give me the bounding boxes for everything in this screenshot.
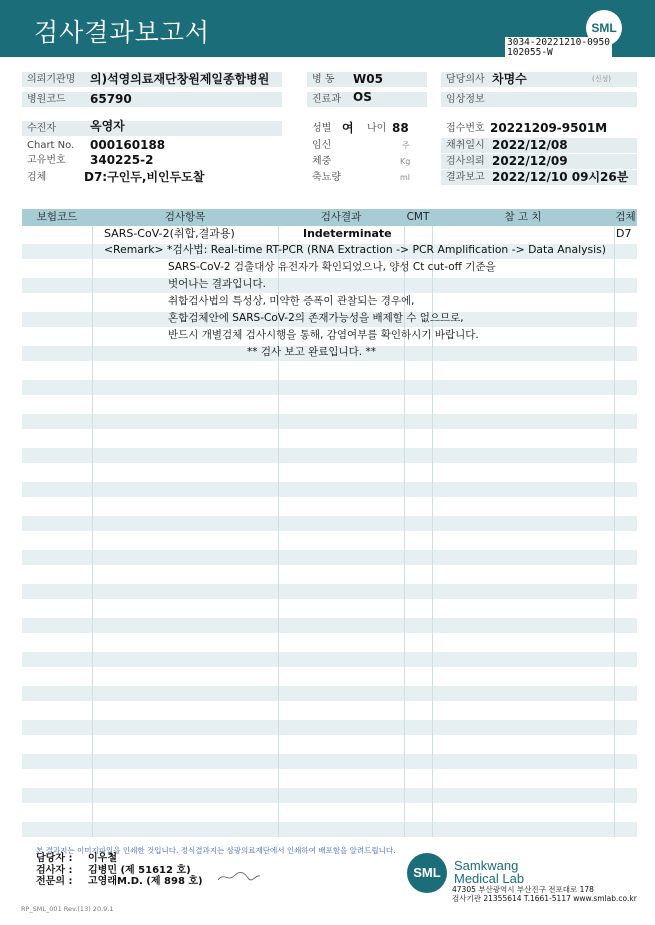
doctor-value: 차명수 — [492, 72, 527, 86]
request-value: 2022/12/09 — [492, 154, 568, 168]
staff-label: 전문의 : — [36, 876, 73, 887]
staff-line — [36, 853, 117, 864]
weight-unit: Kg — [400, 157, 411, 166]
table-stripe — [22, 788, 637, 803]
table-stripe — [22, 380, 637, 395]
col-divider — [92, 226, 93, 837]
test-result: Indeterminate — [303, 227, 392, 240]
staff-label: 검사자 : — [36, 865, 73, 876]
staff-value: 고영래M.D. (제 898 호) — [88, 876, 203, 887]
table-stripe — [22, 618, 637, 633]
chart-label: Chart No. — [27, 140, 75, 151]
col-divider — [614, 226, 615, 837]
pregnancy-label: 임신 — [312, 140, 332, 151]
sex-label: 성별 — [312, 123, 332, 134]
doctor-note: (신성) — [592, 75, 611, 83]
sml-logo: SML — [586, 10, 622, 46]
col-specimen: 검체 — [615, 211, 636, 223]
receipt-value: 20221209-9501M — [490, 121, 608, 135]
report-code — [505, 37, 612, 59]
pregnancy-unit: 주 — [402, 141, 410, 150]
test-item-name: SARS-CoV-2(취합,결과용) — [104, 227, 235, 240]
remark-line: ** 검사 보고 완료입니다. ** — [247, 346, 376, 358]
table-stripe — [22, 414, 637, 429]
report-date-value: 2022/12/10 09시26분 — [492, 170, 629, 184]
table-stripe — [22, 278, 637, 293]
table-stripe — [22, 584, 637, 599]
dept-value: OS — [353, 90, 372, 104]
age-label: 나이 — [367, 123, 387, 134]
hospital-code-value: 65790 — [90, 92, 132, 106]
remark-line: 취합검사법의 특성상, 미약한 증폭이 관찰되는 경우에, — [168, 295, 415, 307]
specimen-value: D7:구인두,비인두도찰 — [84, 170, 205, 184]
brand-line1: Samkwang — [454, 858, 519, 873]
report-code-line1: 3034-20221210-0950 — [507, 37, 610, 48]
table-stripe — [22, 448, 637, 463]
urine-label: 축뇨량 — [312, 172, 341, 183]
urine-unit: ml — [400, 173, 411, 182]
table-stripe — [22, 720, 637, 735]
lab-address: 47305 부산광역시 부산진구 전포대로 178 — [452, 885, 594, 894]
table-stripe — [22, 550, 637, 565]
remark-line: 반드시 개별검체 검사시행을 통해, 감염여부를 확인하시기 바랍니다. — [168, 329, 479, 341]
staff-label: 담당자 : — [36, 853, 73, 864]
weight-label: 체중 — [312, 156, 332, 167]
report-code-line2: 102055-W — [507, 47, 553, 58]
recipient-value: 옥영자 — [90, 119, 125, 133]
recipient-label: 수진자 — [22, 121, 84, 136]
collect-label: 채취일시 — [441, 138, 489, 153]
collect-value: 2022/12/08 — [492, 138, 568, 152]
clinical-info-box — [489, 92, 637, 107]
receipt-label: 접수번호 — [446, 123, 485, 134]
institution-label: 의뢰기관명 — [22, 72, 84, 87]
table-stripe — [22, 686, 637, 701]
clinical-info-label: 임상정보 — [441, 92, 489, 107]
col-result: 검사결과 — [320, 211, 362, 223]
results-table — [22, 209, 637, 837]
request-label: 검사의뢰 — [441, 154, 489, 169]
col-insurance-code: 보험코드 — [36, 211, 78, 223]
remark-line: <Remark> *검사법: Real-time RT-PCR (RNA Extraction -> PCR Amplification -> Data Analysis) — [104, 243, 606, 256]
footer-notice: 본 결과지는 이미지파일을 인쇄한 것입니다. 정식결과지는 삼광의료재단에서 인쇄하여 배포함을 알려드립니다. — [36, 846, 396, 855]
specimen-label: 검체 — [27, 172, 47, 183]
staff-line — [36, 876, 203, 887]
lab-contact: 검사기관 21355614 T.1661-5117 www.smlab.co.kr — [452, 894, 637, 903]
col-cmt: CMT — [406, 211, 430, 223]
table-stripe — [22, 822, 637, 837]
col-test-item: 검사항목 — [164, 211, 206, 223]
table-stripe — [22, 754, 637, 769]
table-stripe — [22, 482, 637, 497]
sml-footer-logo: SML — [407, 853, 447, 893]
page-title: 검사결과보고서 — [34, 18, 211, 47]
brand-name — [454, 859, 524, 885]
doctor-label: 담당의사 — [441, 72, 489, 87]
age-value: 88 — [392, 121, 409, 135]
col-reference: 참 고 치 — [504, 211, 542, 223]
table-stripe — [22, 516, 637, 531]
test-specimen-code: D7 — [616, 227, 632, 240]
staff-value: 이우철 — [88, 853, 117, 864]
table-stripe — [22, 652, 637, 667]
remark-line: SARS-CoV-2 검출대상 유전자가 확인되었으나, 양성 Ct cut-off 기준을 — [168, 261, 496, 273]
dept-label: 진료과 — [307, 92, 349, 107]
remark-line: 혼합검체안에 SARS-CoV-2의 존재가능성을 배제할 수 없으므로, — [168, 312, 464, 324]
ward-label: 병 동 — [307, 72, 349, 87]
chart-value: 000160188 — [90, 138, 166, 152]
unique-number-label: 고유번호 — [27, 155, 66, 166]
table-header-row — [22, 209, 637, 226]
ward-value: W05 — [353, 72, 383, 86]
report-date-label: 결과보고 — [441, 170, 489, 185]
staff-value: 김병민 (제 51612 호) — [88, 865, 191, 876]
unique-number-value: 340225-2 — [90, 153, 154, 167]
remark-line: 벗어나는 결과입니다. — [168, 278, 266, 290]
brand-line2: Medical Lab — [454, 871, 525, 886]
sex-value: 여 — [342, 121, 354, 135]
institution-value: 의)석영의료재단창원제일종합병원 — [90, 72, 270, 86]
form-code: RP_SML_001 Rev.(13) 20.9.1 — [21, 905, 114, 913]
signature-scribble — [216, 868, 262, 884]
hospital-code-label: 병원코드 — [22, 92, 84, 107]
staff-line — [36, 865, 191, 876]
